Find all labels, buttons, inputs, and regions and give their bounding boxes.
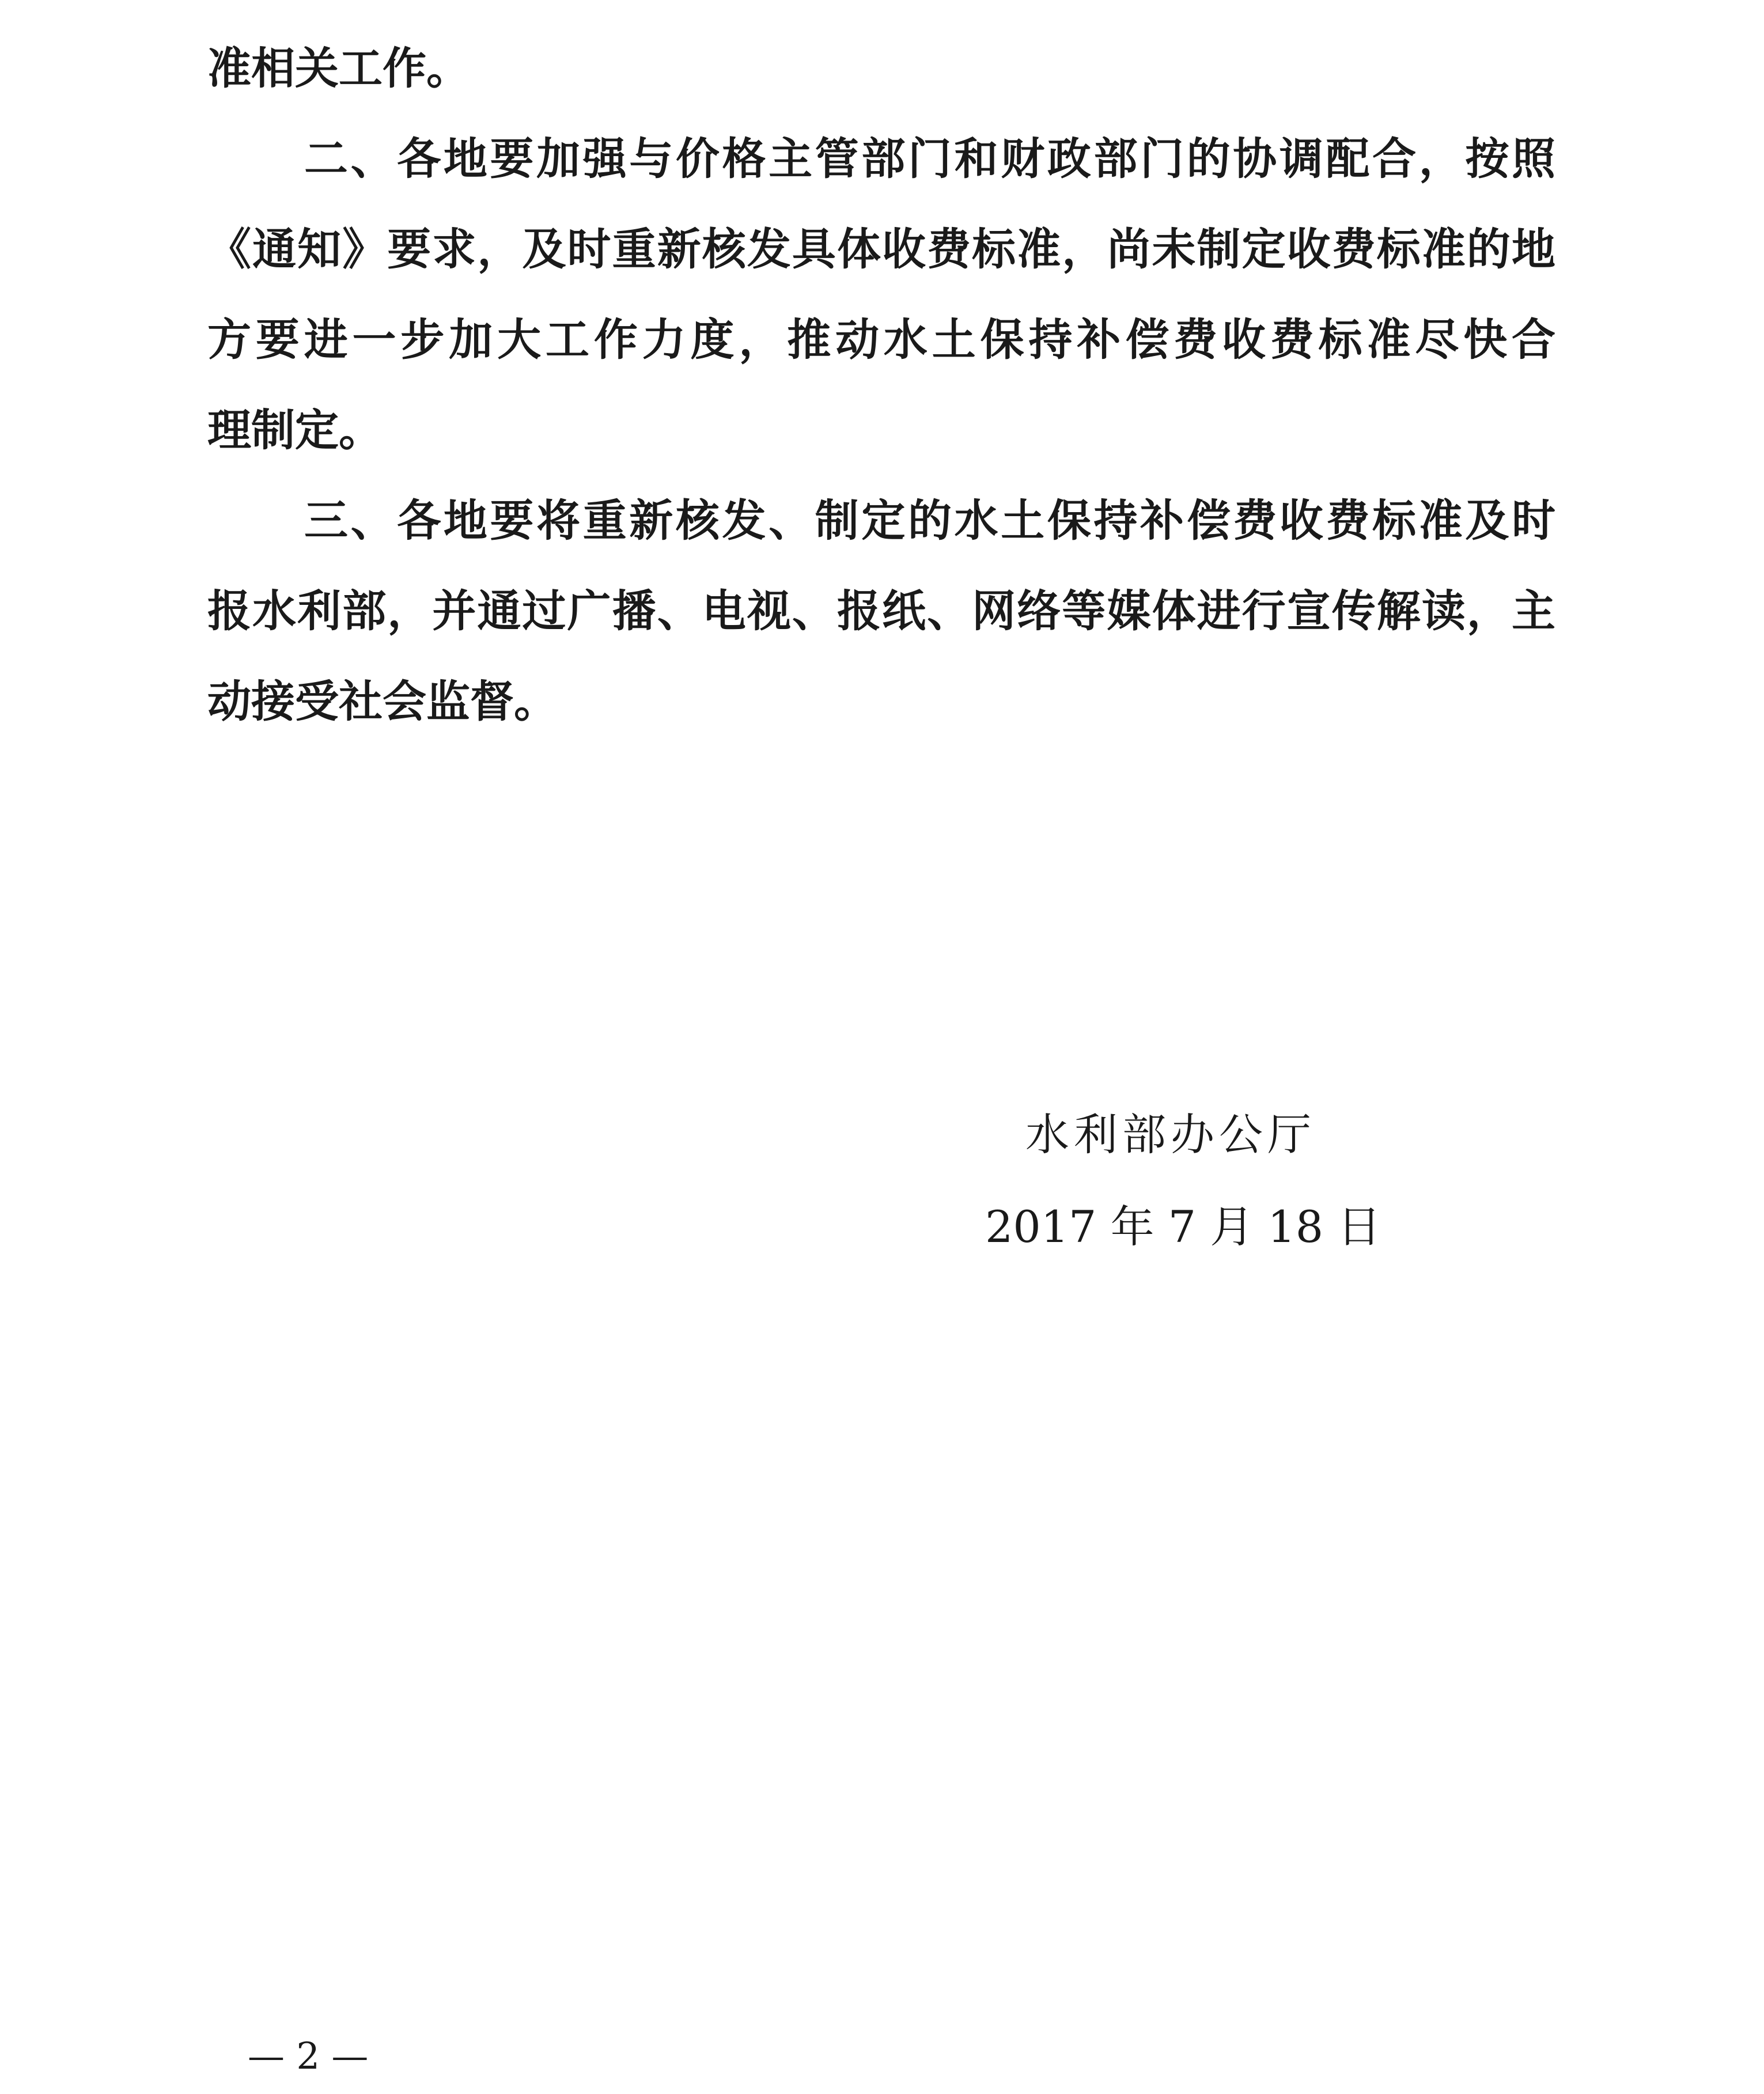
paragraph-2-line-2: 《通知》要求，及时重新核发具体收费标准，尚未制定收费标准的地 (207, 224, 1555, 275)
paragraph-3-line-1: 三、各地要将重新核发、制定的水土保持补偿费收费标准及时 (304, 495, 1555, 546)
issuer-signature: 水利部办公厅 (1025, 1109, 1316, 1160)
paragraph-3-line-2: 报水利部，并通过广播、电视、报纸、网络等媒体进行宣传解读，主 (207, 585, 1555, 637)
paragraph-2-line-4: 理制定。 (207, 404, 383, 456)
page-number: — 2 — (248, 2035, 369, 2078)
document-body (207, 23, 1555, 747)
issue-date: 2017 年 7 月 18 日 (985, 1201, 1381, 1252)
paragraph-1-line-1: 准相关工作。 (207, 43, 470, 94)
paragraph-3-line-3: 动接受社会监督。 (207, 676, 558, 727)
paragraph-2-line-1: 二、各地要加强与价格主管部门和财政部门的协调配合，按照 (304, 133, 1555, 184)
paragraph-2-line-3: 方要进一步加大工作力度，推动水土保持补偿费收费标准尽快合 (207, 314, 1555, 365)
